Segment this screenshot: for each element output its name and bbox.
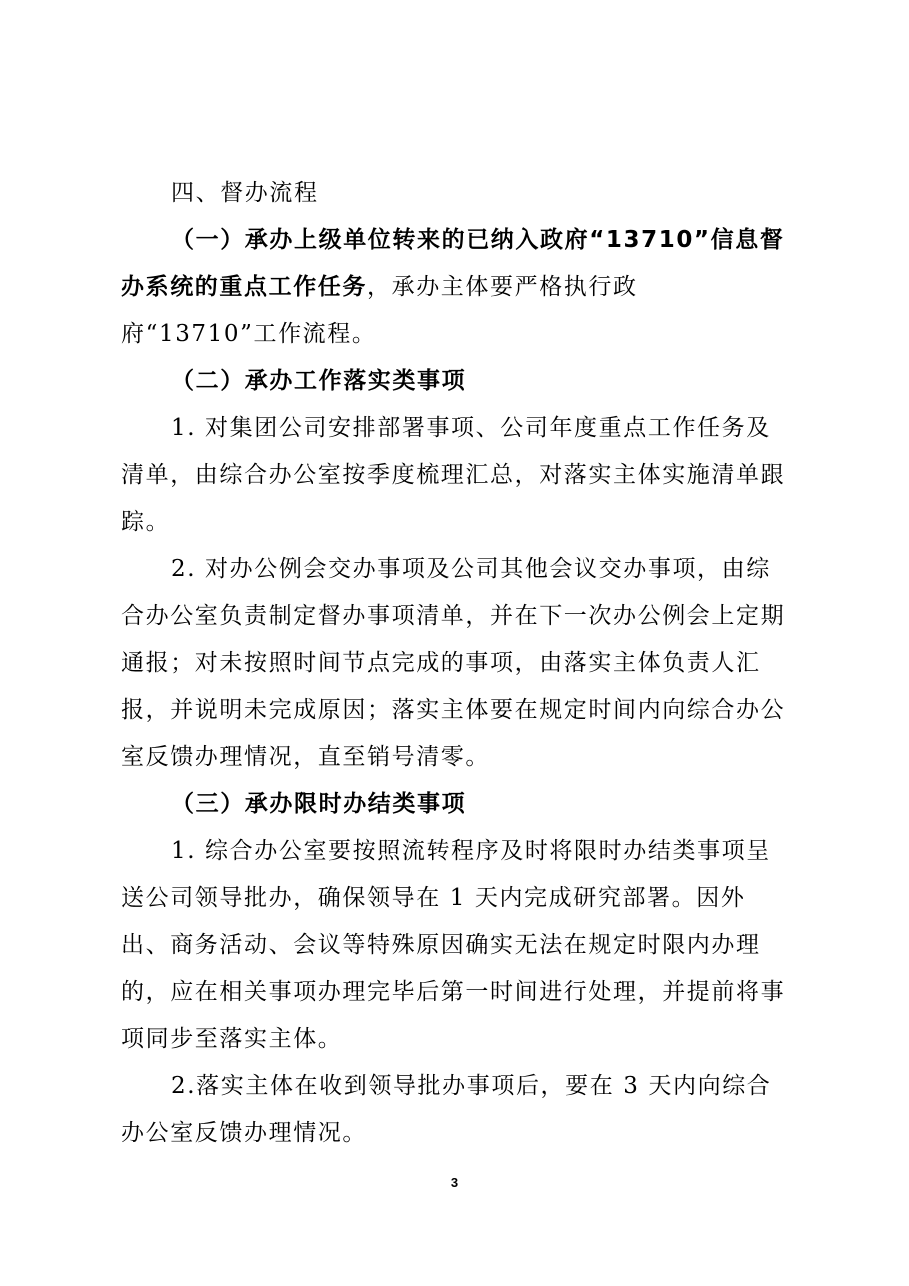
document-body (121, 170, 791, 1157)
sub1-bold-heading: （一）承办上级单位转来的已纳入政府“13710”信息督办系统的重点工作任务 (121, 227, 785, 300)
sub1-text: ，承办主体要严格执行政府“13710”工作流程。 (121, 274, 638, 347)
sub2-item-2: 2. 对办公例会交办事项及公司其他会议交办事项，由综合办公室负责制定督办事项清单，并在下一次办公例会上定期通报；对未按照时间节点完成的事项，由落实主体负责人汇报，并说明未完成原因；落实主体要在规定时间内向综合办公室反馈办理情况，直至销号清零。 (121, 556, 786, 770)
section-title: 四、督办流程 (171, 180, 319, 206)
paragraph-sub1 (121, 217, 791, 358)
page-number: 3 (450, 1175, 459, 1190)
sub2-heading: （二）承办工作落实类事项 (171, 368, 467, 394)
sub2-item-1: 1. 对集团公司安排部署事项、公司年度重点工作任务及清单，由综合办公室按季度梳理汇总，对落实主体实施清单跟踪。 (121, 415, 786, 535)
sub3-item-2: 2.落实主体在收到领导批办事项后，要在 3 天内向综合办公室反馈办理情况。 (121, 1073, 772, 1146)
sub3-heading: （三）承办限时办结类事项 (171, 791, 467, 817)
sub3-item-1: 1. 综合办公室要按照流转程序及时将限时办结类事项呈送公司领导批办，确保领导在 1 天内完成研究部署。因外出、商务活动、会议等特殊原因确实无法在规定时限内办理的，应在相关事项办理完毕后第一时间进行处理，并提前将事项同步至落实主体。 (121, 838, 786, 1052)
